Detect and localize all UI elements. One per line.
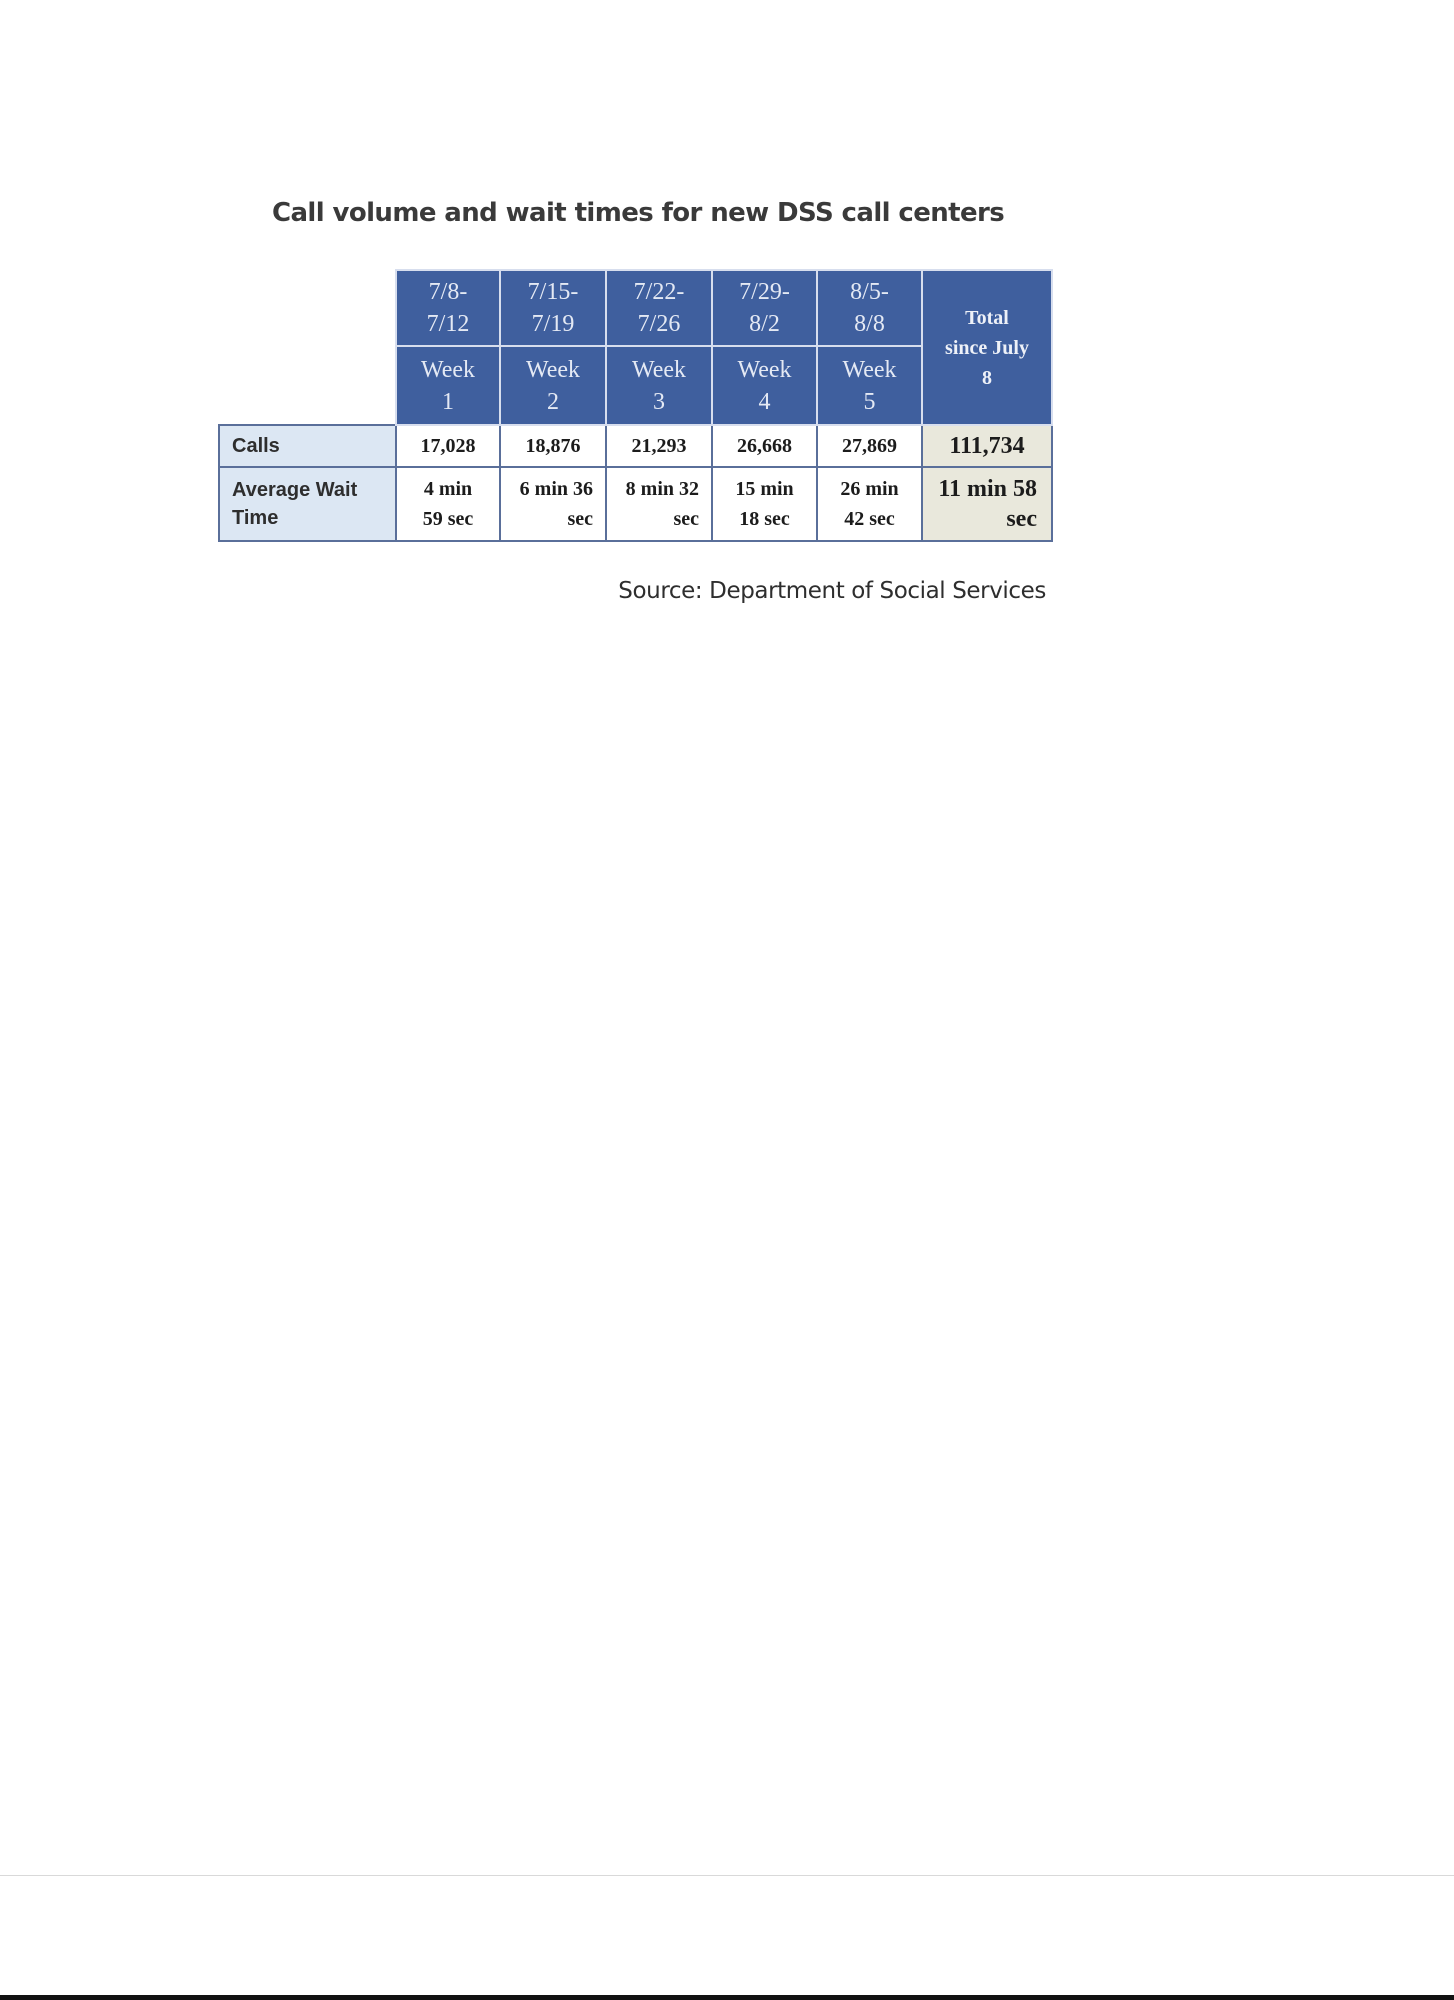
calls-value: 27,869	[817, 425, 922, 467]
wait-time-value: 26 min 42 sec	[817, 467, 922, 541]
column-header-date-range: 7/22- 7/26	[606, 270, 712, 346]
column-header-week: Week 5	[817, 346, 922, 425]
source-note: Source: Department of Social Services	[618, 578, 1046, 604]
column-header-total: Total since July 8	[922, 270, 1052, 425]
column-header-date-range: 8/5- 8/8	[817, 270, 922, 346]
calls-value: 17,028	[396, 425, 500, 467]
column-header-week: Week 1	[396, 346, 500, 425]
header-row-dates	[219, 270, 1052, 346]
column-header-date-range: 7/15- 7/19	[500, 270, 606, 346]
table-corner	[219, 270, 396, 425]
document-title: Call volume and wait times for new DSS call centers	[272, 198, 1005, 228]
calls-value: 18,876	[500, 425, 606, 467]
calls-total: 111,734	[922, 425, 1052, 467]
row-label-average-wait: Average Wait Time	[219, 467, 396, 541]
scan-fold-line	[0, 1875, 1454, 1876]
calls-value: 26,668	[712, 425, 817, 467]
scan-bottom-edge	[0, 1995, 1454, 2000]
wait-time-value: 6 min 36 sec	[500, 467, 606, 541]
wait-time-value: 8 min 32 sec	[606, 467, 712, 541]
column-header-week: Week 2	[500, 346, 606, 425]
wait-time-value: 15 min 18 sec	[712, 467, 817, 541]
call-volume-table	[218, 269, 1053, 542]
wait-time-total: 11 min 58 sec	[922, 467, 1052, 541]
table-row-calls	[219, 425, 1052, 467]
calls-value: 21,293	[606, 425, 712, 467]
row-label-calls: Calls	[219, 425, 396, 467]
column-header-week: Week 4	[712, 346, 817, 425]
column-header-date-range: 7/8- 7/12	[396, 270, 500, 346]
wait-time-value: 4 min 59 sec	[396, 467, 500, 541]
column-header-week: Week 3	[606, 346, 712, 425]
column-header-date-range: 7/29- 8/2	[712, 270, 817, 346]
table-row-average-wait	[219, 467, 1052, 541]
